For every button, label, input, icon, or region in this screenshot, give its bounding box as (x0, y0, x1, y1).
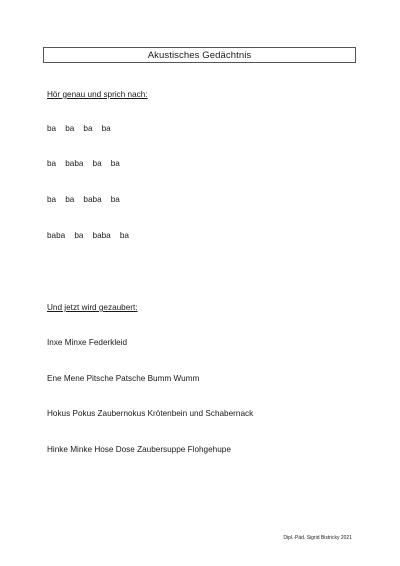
section-heading-magic: Und jetzt wird gezaubert: (47, 303, 138, 312)
page-title-box (43, 47, 356, 63)
syllable-line-4: baba ba baba ba (47, 231, 129, 240)
rhyme-line-3: Hokus Pokus Zaubernokus Krötenbein und Schabernack (47, 409, 254, 418)
page-title: Akustisches Gedächtnis (147, 49, 252, 61)
syllable-line-1: ba ba ba ba (47, 124, 111, 133)
rhyme-line-4: Hinke Minke Hose Dose Zaubersuppe Flohgehupe (47, 445, 231, 454)
rhyme-line-2: Ene Mene Pitsche Patsche Bumm Wumm (47, 374, 200, 383)
rhyme-line-1: Inxe Minxe Federkleid (47, 338, 128, 347)
author-footer: Dipl.-Päd. Sigrid Bistricky 2021 (283, 535, 352, 541)
section-heading-listen: Hör genau und sprich nach: (47, 90, 148, 99)
syllable-line-3: ba ba baba ba (47, 195, 120, 204)
syllable-line-2: ba baba ba ba (47, 159, 120, 168)
